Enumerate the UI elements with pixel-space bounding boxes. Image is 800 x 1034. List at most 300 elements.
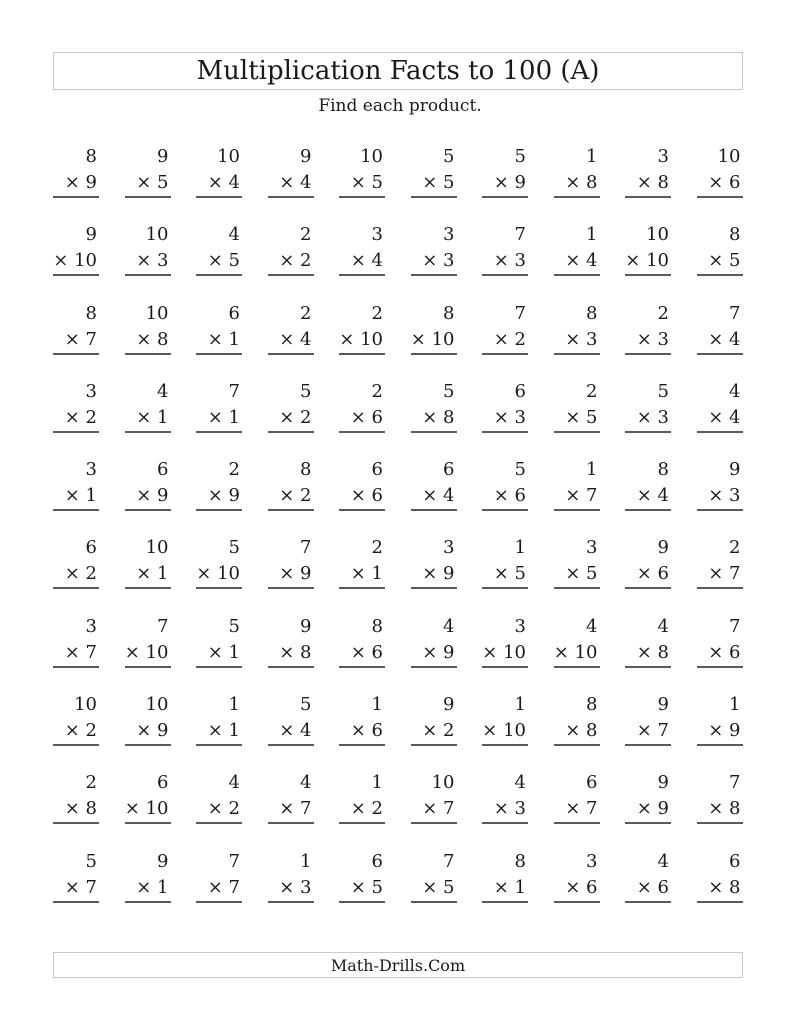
multiplier: × 3: [136, 250, 169, 272]
multiplier: × 2: [279, 485, 312, 507]
answer-line: [53, 744, 99, 746]
answer-line: [125, 431, 171, 433]
title-box: [53, 52, 743, 90]
problem-r5-c3: [196, 456, 242, 534]
answer-line: [339, 353, 385, 355]
answer-line: [53, 901, 99, 903]
answer-line: [125, 666, 171, 668]
problem-r10-c1: [53, 848, 99, 926]
problem-r3-c5: [339, 300, 385, 378]
problem-r8-c4: [268, 691, 314, 769]
multiplier: × 3: [565, 328, 598, 350]
multiplier: × 3: [279, 876, 312, 898]
multiplier: × 5: [708, 250, 741, 272]
multiplier: × 10: [339, 328, 383, 350]
multiplicand: 6: [514, 380, 526, 402]
problem-r10-c9: [625, 848, 671, 926]
multiplier: × 4: [708, 328, 741, 350]
multiplier: × 5: [422, 876, 455, 898]
answer-line: [697, 196, 743, 198]
multiplier: × 10: [124, 798, 169, 820]
multiplier: × 2: [64, 720, 97, 742]
problem-r1-c8: [554, 143, 600, 221]
answer-line: [268, 353, 314, 355]
problem-r2-c5: [339, 221, 385, 299]
instructions: Find each product.: [318, 96, 482, 116]
answer-line: [625, 822, 671, 824]
multiplier: × 9: [708, 720, 741, 742]
multiplicand: 9: [300, 615, 312, 637]
multiplicand: 5: [300, 694, 312, 716]
answer-line: [625, 431, 671, 433]
multiplier: × 4: [279, 328, 312, 350]
problem-r5-c8: [554, 456, 600, 534]
multiplier: × 4: [279, 720, 312, 742]
multiplicand: 5: [514, 459, 526, 481]
multiplier: × 10: [482, 641, 526, 663]
multiplicand: 5: [443, 380, 455, 402]
problem-r8-c6: [411, 691, 457, 769]
problem-r2-c2: [125, 221, 171, 299]
answer-line: [268, 509, 314, 511]
problem-r1-c3: [196, 143, 242, 221]
problem-r1-c4: [268, 143, 314, 221]
multiplier: × 1: [136, 563, 169, 585]
multiplicand: 1: [514, 694, 526, 716]
multiplicand: 10: [145, 694, 169, 716]
answer-line: [625, 353, 671, 355]
problem-r5-c5: [339, 456, 385, 534]
answer-line: [268, 274, 314, 276]
answer-line: [268, 666, 314, 668]
multiplier: × 5: [350, 876, 383, 898]
multiplicand: 6: [157, 459, 169, 481]
multiplier: × 6: [350, 406, 383, 428]
multiplier: × 6: [350, 485, 383, 507]
problem-r6-c7: [482, 534, 528, 612]
problem-r3-c8: [554, 300, 600, 378]
multiplicand: 5: [228, 615, 240, 637]
multiplier: × 10: [53, 250, 97, 272]
multiplier: × 7: [207, 876, 240, 898]
answer-line: [196, 431, 242, 433]
multiplier: × 5: [565, 563, 598, 585]
problem-r3-c6: [411, 300, 457, 378]
multiplicand: 5: [443, 146, 455, 167]
answer-line: [411, 587, 457, 589]
problem-r7-c3: [196, 613, 242, 691]
multiplier: × 8: [279, 641, 312, 663]
multiplicand: 6: [443, 459, 455, 481]
multiplier: × 10: [553, 641, 598, 663]
multiplier: × 6: [636, 563, 669, 585]
multiplicand: 8: [443, 302, 455, 324]
multiplicand: 3: [586, 850, 598, 872]
answer-line: [625, 196, 671, 198]
multiplier: × 9: [279, 563, 312, 585]
multiplier: × 2: [279, 250, 312, 272]
problem-r6-c8: [554, 534, 600, 612]
multiplier: × 10: [196, 563, 240, 585]
multiplier: × 2: [279, 406, 312, 428]
answer-line: [482, 431, 528, 433]
multiplier: × 3: [708, 485, 741, 507]
multiplicand: 4: [729, 380, 741, 402]
answer-line: [268, 587, 314, 589]
problem-r3-c9: [625, 300, 671, 378]
multiplicand: 10: [145, 302, 169, 324]
answer-line: [554, 353, 600, 355]
multiplicand: 9: [443, 694, 455, 716]
multiplier: × 8: [708, 798, 741, 820]
problem-r7-c2: [125, 613, 171, 691]
problem-r9-c10: [697, 769, 743, 847]
multiplier: × 8: [64, 798, 97, 820]
answer-line: [268, 901, 314, 903]
answer-line: [53, 822, 99, 824]
multiplier: × 1: [493, 876, 526, 898]
problem-r4-c5: [339, 378, 385, 456]
problem-r2-c7: [482, 221, 528, 299]
multiplicand: 6: [371, 850, 383, 872]
answer-line: [339, 431, 385, 433]
multiplier: × 9: [136, 485, 169, 507]
multiplicand: 10: [717, 146, 741, 167]
answer-line: [554, 901, 600, 903]
multiplier: × 8: [136, 328, 169, 350]
answer-line: [554, 431, 600, 433]
multiplicand: 1: [729, 694, 741, 716]
problem-r3-c10: [697, 300, 743, 378]
multiplier: × 1: [207, 328, 240, 350]
answer-line: [196, 666, 242, 668]
problem-r9-c4: [268, 769, 314, 847]
answer-line: [482, 901, 528, 903]
multiplier: × 3: [422, 250, 455, 272]
multiplicand: 2: [85, 772, 97, 794]
multiplicand: 8: [300, 459, 312, 481]
multiplier: × 7: [422, 798, 455, 820]
problem-r4-c4: [268, 378, 314, 456]
multiplicand: 2: [371, 380, 383, 402]
multiplier: × 9: [636, 798, 669, 820]
multiplicand: 8: [729, 224, 741, 246]
problem-r10-c6: [411, 848, 457, 926]
multiplicand: 3: [85, 380, 97, 402]
problem-r2-c1: [53, 221, 99, 299]
answer-line: [554, 666, 600, 668]
problem-r9-c7: [482, 769, 528, 847]
problem-r9-c1: [53, 769, 99, 847]
problem-r2-c4: [268, 221, 314, 299]
problem-r4-c3: [196, 378, 242, 456]
problem-r7-c7: [482, 613, 528, 691]
multiplicand: 10: [74, 694, 97, 716]
multiplicand: 8: [514, 850, 526, 872]
multiplicand: 1: [300, 850, 312, 872]
answer-line: [697, 744, 743, 746]
multiplicand: 4: [300, 772, 312, 794]
multiplier: × 6: [708, 172, 741, 193]
answer-line: [125, 901, 171, 903]
problem-r1-c1: [53, 143, 99, 221]
footer-box: [53, 952, 743, 978]
multiplier: × 7: [565, 798, 598, 820]
multiplicand: 7: [443, 850, 455, 872]
multiplier: × 4: [279, 172, 312, 193]
multiplier: × 8: [422, 406, 455, 428]
problem-grid: [53, 143, 743, 926]
problem-r8-c3: [196, 691, 242, 769]
answer-line: [53, 274, 99, 276]
multiplier: × 1: [207, 406, 240, 428]
problem-r10-c7: [482, 848, 528, 926]
problem-r5-c10: [697, 456, 743, 534]
answer-line: [53, 509, 99, 511]
multiplicand: 9: [85, 224, 97, 246]
multiplier: × 2: [350, 798, 383, 820]
multiplier: × 5: [136, 172, 169, 193]
answer-line: [196, 274, 242, 276]
multiplier: × 6: [350, 641, 383, 663]
answer-line: [411, 822, 457, 824]
multiplier: × 2: [422, 720, 455, 742]
multiplicand: 10: [217, 146, 240, 167]
answer-line: [53, 353, 99, 355]
multiplicand: 6: [85, 537, 97, 559]
problem-r8-c2: [125, 691, 171, 769]
multiplier: × 7: [64, 876, 97, 898]
multiplicand: 2: [371, 537, 383, 559]
answer-line: [697, 901, 743, 903]
problem-r8-c1: [53, 691, 99, 769]
problem-r8-c7: [482, 691, 528, 769]
problem-r9-c9: [625, 769, 671, 847]
problem-r4-c2: [125, 378, 171, 456]
problem-r3-c1: [53, 300, 99, 378]
answer-line: [554, 744, 600, 746]
multiplicand: 10: [360, 146, 383, 167]
multiplicand: 3: [443, 224, 455, 246]
multiplicand: 4: [657, 850, 669, 872]
multiplier: × 8: [636, 172, 669, 193]
answer-line: [411, 901, 457, 903]
multiplicand: 10: [646, 224, 669, 246]
answer-line: [196, 587, 242, 589]
answer-line: [125, 822, 171, 824]
multiplicand: 1: [371, 694, 383, 716]
answer-line: [268, 822, 314, 824]
answer-line: [339, 274, 385, 276]
multiplicand: 1: [586, 459, 598, 481]
problem-r5-c1: [53, 456, 99, 534]
multiplicand: 7: [729, 772, 741, 794]
multiplicand: 3: [514, 615, 526, 637]
problem-r2-c10: [697, 221, 743, 299]
answer-line: [411, 666, 457, 668]
answer-line: [697, 509, 743, 511]
answer-line: [196, 744, 242, 746]
problem-r4-c7: [482, 378, 528, 456]
answer-line: [339, 196, 385, 198]
multiplicand: 6: [586, 772, 598, 794]
answer-line: [196, 353, 242, 355]
problem-r9-c2: [125, 769, 171, 847]
multiplicand: 2: [300, 302, 312, 324]
answer-line: [196, 822, 242, 824]
multiplier: × 7: [64, 328, 97, 350]
multiplicand: 8: [586, 694, 598, 716]
multiplicand: 7: [228, 380, 240, 402]
multiplicand: 2: [586, 380, 598, 402]
page-title: Multiplication Facts to 100 (A): [196, 56, 600, 86]
problem-r10-c10: [697, 848, 743, 926]
multiplicand: 5: [300, 380, 312, 402]
problem-r5-c7: [482, 456, 528, 534]
multiplicand: 4: [657, 615, 669, 637]
multiplier: × 1: [207, 720, 240, 742]
problem-r7-c5: [339, 613, 385, 691]
multiplier: × 2: [64, 406, 97, 428]
problem-r6-c4: [268, 534, 314, 612]
problem-r8-c5: [339, 691, 385, 769]
answer-line: [482, 666, 528, 668]
answer-line: [339, 509, 385, 511]
multiplier: × 10: [410, 328, 455, 350]
multiplier: × 3: [493, 798, 526, 820]
problem-r6-c6: [411, 534, 457, 612]
problem-r7-c8: [554, 613, 600, 691]
multiplier: × 9: [64, 172, 97, 193]
answer-line: [196, 509, 242, 511]
multiplicand: 7: [729, 302, 741, 324]
multiplicand: 3: [85, 615, 97, 637]
multiplier: × 3: [636, 328, 669, 350]
multiplicand: 2: [228, 459, 240, 481]
multiplier: × 3: [636, 406, 669, 428]
multiplicand: 4: [514, 772, 526, 794]
problem-r3-c2: [125, 300, 171, 378]
answer-line: [53, 587, 99, 589]
problem-r4-c1: [53, 378, 99, 456]
problem-r4-c6: [411, 378, 457, 456]
multiplier: × 5: [207, 250, 240, 272]
problem-r5-c9: [625, 456, 671, 534]
multiplicand: 3: [657, 146, 669, 167]
answer-line: [554, 196, 600, 198]
problem-r6-c9: [625, 534, 671, 612]
multiplicand: 4: [443, 615, 455, 637]
multiplicand: 3: [443, 537, 455, 559]
problem-r3-c4: [268, 300, 314, 378]
problem-r6-c2: [125, 534, 171, 612]
answer-line: [554, 274, 600, 276]
answer-line: [482, 587, 528, 589]
answer-line: [411, 196, 457, 198]
answer-line: [554, 587, 600, 589]
answer-line: [411, 353, 457, 355]
multiplicand: 7: [300, 537, 312, 559]
multiplier: × 2: [207, 798, 240, 820]
problem-r6-c5: [339, 534, 385, 612]
answer-line: [697, 822, 743, 824]
multiplier: × 5: [493, 563, 526, 585]
problem-r7-c10: [697, 613, 743, 691]
problem-r1-c2: [125, 143, 171, 221]
multiplicand: 3: [586, 537, 598, 559]
problem-r2-c8: [554, 221, 600, 299]
answer-line: [482, 509, 528, 511]
multiplicand: 6: [371, 459, 383, 481]
answer-line: [482, 353, 528, 355]
problem-r4-c8: [554, 378, 600, 456]
multiplicand: 2: [729, 537, 741, 559]
multiplicand: 6: [729, 850, 741, 872]
multiplier: × 9: [422, 641, 455, 663]
answer-line: [697, 353, 743, 355]
problem-r10-c2: [125, 848, 171, 926]
multiplicand: 7: [157, 615, 169, 637]
multiplicand: 3: [85, 459, 97, 481]
multiplier: × 3: [493, 250, 526, 272]
multiplicand: 2: [371, 302, 383, 324]
multiplier: × 7: [708, 563, 741, 585]
answer-line: [125, 587, 171, 589]
answer-line: [125, 196, 171, 198]
multiplier: × 4: [207, 172, 240, 193]
multiplier: × 6: [350, 720, 383, 742]
multiplicand: 9: [157, 850, 169, 872]
multiplier: × 3: [493, 406, 526, 428]
answer-line: [625, 744, 671, 746]
multiplier: × 10: [625, 250, 669, 272]
multiplier: × 1: [64, 485, 97, 507]
multiplicand: 9: [157, 146, 169, 167]
multiplier: × 7: [64, 641, 97, 663]
multiplier: × 7: [636, 720, 669, 742]
answer-line: [554, 509, 600, 511]
answer-line: [697, 666, 743, 668]
multiplicand: 9: [729, 459, 741, 481]
multiplicand: 3: [371, 224, 383, 246]
problem-r3-c7: [482, 300, 528, 378]
multiplicand: 2: [300, 224, 312, 246]
multiplicand: 7: [514, 224, 526, 246]
multiplicand: 4: [157, 380, 169, 402]
answer-line: [339, 587, 385, 589]
answer-line: [339, 744, 385, 746]
multiplicand: 6: [228, 302, 240, 324]
problem-r5-c6: [411, 456, 457, 534]
multiplicand: 1: [586, 224, 598, 246]
multiplicand: 9: [657, 694, 669, 716]
multiplier: × 9: [422, 563, 455, 585]
answer-line: [196, 901, 242, 903]
problem-r8-c9: [625, 691, 671, 769]
multiplicand: 9: [300, 146, 312, 167]
problem-r2-c9: [625, 221, 671, 299]
answer-line: [125, 509, 171, 511]
problem-r6-c10: [697, 534, 743, 612]
multiplicand: 7: [228, 850, 240, 872]
answer-line: [196, 196, 242, 198]
answer-line: [125, 353, 171, 355]
problem-r8-c8: [554, 691, 600, 769]
multiplicand: 8: [85, 302, 97, 324]
multiplicand: 7: [514, 302, 526, 324]
problem-r10-c8: [554, 848, 600, 926]
answer-line: [339, 666, 385, 668]
